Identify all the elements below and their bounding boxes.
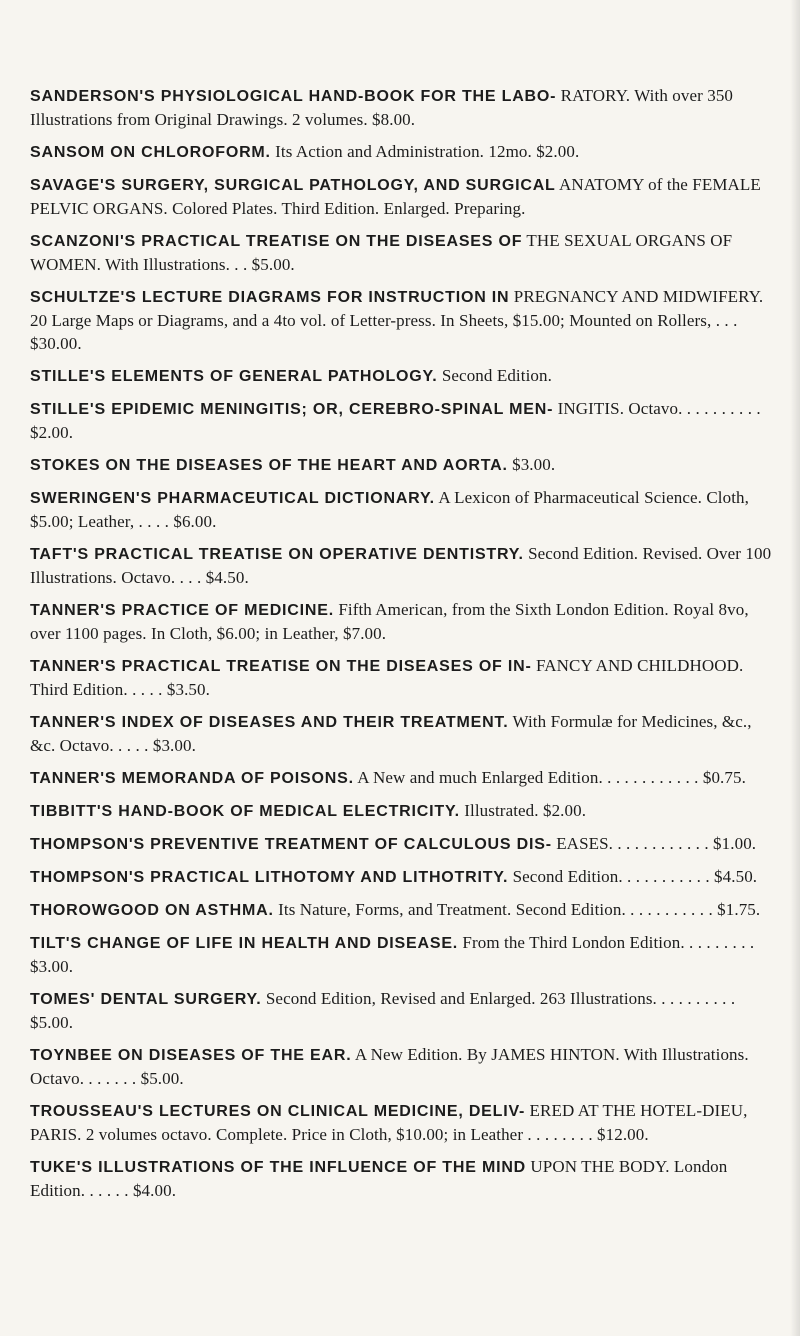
entry-description: From the Third London Edition. . . . . . . . . $3.00. [30, 933, 755, 976]
entry-description: Second Edition. Revised. Over 100 Illustrations. Octavo. . . . $4.50. [30, 544, 772, 587]
page-edge-shadow [790, 0, 800, 1336]
entry-description: Second Edition, Revised and Enlarged. 263 Illustrations. . . . . . . . . . $5.00. [30, 989, 736, 1032]
catalog-entry [30, 84, 776, 131]
catalog-entry [30, 832, 776, 856]
entry-title: THOMPSON'S PREVENTIVE TREATMENT OF CALCULOUS DIS- [30, 836, 552, 853]
entry-description: Its Nature, Forms, and Treatment. Second Edition. . . . . . . . . . . $1.75. [278, 900, 761, 919]
catalog-entry [30, 987, 776, 1034]
entry-title: TOMES' DENTAL SURGERY. [30, 991, 262, 1008]
catalog-entry [30, 229, 776, 276]
catalog-entry [30, 285, 776, 355]
entry-title: TIBBITT'S HAND-BOOK OF MEDICAL ELECTRICITY. [30, 803, 460, 820]
catalog-entry [30, 598, 776, 645]
catalog-entry [30, 865, 776, 889]
entry-title: TUKE'S ILLUSTRATIONS OF THE INFLUENCE OF THE MIND [30, 1159, 527, 1176]
entry-description: ANATOMY of the FEMALE PELVIC ORGANS. Colored Plates. Third Edition. Enlarged. Preparing. [30, 175, 761, 218]
entry-description: A New Edition. By JAMES HINTON. With Illustrations. Octavo. . . . . . . $5.00. [30, 1045, 749, 1088]
entry-description: A New and much Enlarged Edition. . . . . . . . . . . . $0.75. [357, 768, 746, 787]
catalog-entry [30, 710, 776, 757]
entry-description: ERED AT THE HOTEL-DIEU, PARIS. 2 volumes octavo. Complete. Price in Cloth, $10.00; in Leather . . . . . . . . $12.00. [30, 1101, 748, 1144]
entry-description: FANCY AND CHILDHOOD. Third Edition. . . . . $3.50. [30, 656, 744, 699]
catalog-entry [30, 173, 776, 220]
entry-description: Second Edition. . . . . . . . . . . $4.50. [512, 867, 758, 886]
catalog-entry [30, 140, 776, 164]
entry-title: TOYNBEE ON DISEASES OF THE EAR. [30, 1047, 352, 1064]
entry-description: RATORY. With over 350 Illustrations from Original Drawings. 2 volumes. $8.00. [30, 86, 734, 129]
entry-description: Second Edition. [441, 366, 552, 385]
entry-title: SANDERSON'S PHYSIOLOGICAL HAND-BOOK FOR THE LABO- [30, 88, 557, 105]
entry-description: $3.00. [512, 455, 556, 474]
catalog-entry [30, 453, 776, 477]
entry-title: SANSOM ON CHLOROFORM. [30, 144, 271, 161]
entry-description: UPON THE BODY. London Edition. . . . . . $4.00. [30, 1157, 728, 1200]
entry-description: PREGNANCY AND MIDWIFERY. 20 Large Maps or Diagrams, and a 4to vol. of Letter-press. In Sheets, $15.00; Mounted on Rollers, . . . $30.00. [30, 287, 764, 353]
catalog-entry [30, 766, 776, 790]
catalog-entry [30, 898, 776, 922]
entry-description: With Formulæ for Medicines, &c., &c. Octavo. . . . . $3.00. [30, 712, 752, 755]
entry-description: Its Action and Administration. 12mo. $2.00. [275, 142, 580, 161]
entry-description: Illustrated. $2.00. [464, 801, 587, 820]
catalog-entry [30, 364, 776, 388]
entry-title: SAVAGE'S SURGERY, SURGICAL PATHOLOGY, AND SURGICAL [30, 177, 556, 194]
entry-description: Fifth American, from the Sixth London Edition. Royal 8vo, over 1100 pages. In Cloth, $6.00; in Leather, $7.00. [30, 600, 749, 643]
entry-title: STILLE'S ELEMENTS OF GENERAL PATHOLOGY. [30, 368, 438, 385]
entry-title: STOKES ON THE DISEASES OF THE HEART AND AORTA. [30, 457, 508, 474]
catalog-entry [30, 931, 776, 978]
entry-title: TANNER'S MEMORANDA OF POISONS. [30, 770, 354, 787]
entry-title: THOMPSON'S PRACTICAL LITHOTOMY AND LITHOTRITY. [30, 869, 509, 886]
entry-description: THE SEXUAL ORGANS OF WOMEN. With Illustrations. . . $5.00. [30, 231, 733, 274]
entry-title: THOROWGOOD ON ASTHMA. [30, 902, 274, 919]
entry-title: SWERINGEN'S PHARMACEUTICAL DICTIONARY. [30, 490, 435, 507]
entry-title: SCHULTZE'S LECTURE DIAGRAMS FOR INSTRUCTION IN [30, 289, 510, 306]
catalog-entry [30, 1155, 776, 1202]
entry-title: TAFT'S PRACTICAL TREATISE ON OPERATIVE DENTISTRY. [30, 546, 524, 563]
entry-description: INGITIS. Octavo. . . . . . . . . . $2.00. [30, 399, 761, 442]
catalog-entry [30, 1099, 776, 1146]
entry-title: TROUSSEAU'S LECTURES ON CLINICAL MEDICINE, DELIV- [30, 1103, 526, 1120]
entry-title: TANNER'S INDEX OF DISEASES AND THEIR TREATMENT. [30, 714, 509, 731]
entry-title: TILT'S CHANGE OF LIFE IN HEALTH AND DISEASE. [30, 935, 459, 952]
entry-title: SCANZONI'S PRACTICAL TREATISE ON THE DISEASES OF [30, 233, 523, 250]
catalog-entry [30, 397, 776, 444]
entry-description: A Lexicon of Pharmaceutical Science. Cloth, $5.00; Leather, . . . . $6.00. [30, 488, 749, 531]
entry-title: TANNER'S PRACTICAL TREATISE ON THE DISEASES OF IN- [30, 658, 532, 675]
catalog-entry [30, 654, 776, 701]
catalog-entry [30, 542, 776, 589]
entry-title: STILLE'S EPIDEMIC MENINGITIS; OR, CEREBRO-SPINAL MEN- [30, 401, 554, 418]
entry-description: EASES. . . . . . . . . . . . $1.00. [556, 834, 757, 853]
catalog-entry [30, 486, 776, 533]
entry-title: TANNER'S PRACTICE OF MEDICINE. [30, 602, 334, 619]
catalog-entry [30, 1043, 776, 1090]
catalog-entry [30, 799, 776, 823]
